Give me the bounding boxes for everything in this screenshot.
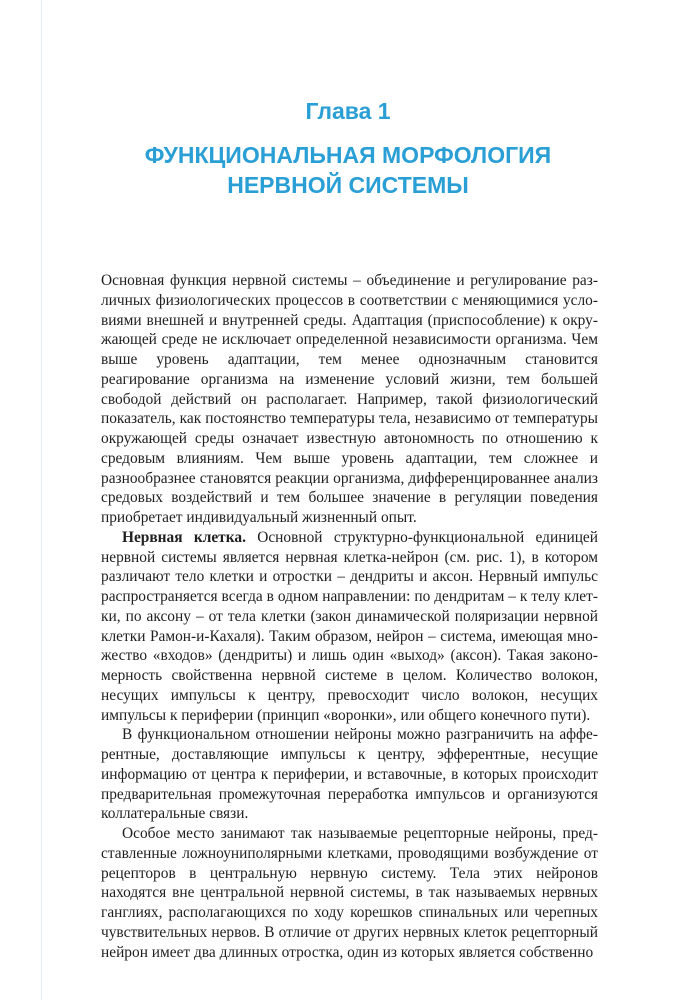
chapter-label: Глава 1 [305, 98, 391, 124]
paragraph-3: В функциональном отношении нейроны можно разграничить на афферентные, доставляющие импульсы к центру, эфферентные, несущие информацию от центра к периферии, и вставочные, в которых происходит предварительная промежуточная переработка импульсов и организуются коллатеральные связи. [101, 726, 598, 823]
chapter-title-line-1: ФУНКЦИОНАЛЬНАЯ МОРФОЛОГИЯ [144, 142, 552, 168]
paragraph-2 [101, 528, 598, 726]
run-in-heading: Нервная клетка. [122, 528, 246, 546]
paragraph-2-text: Основной структурно-функциональной единицей нервной системы является нервная клетка-нейрон (см. рис. 1), в котором различают тело клетки и отростки – дендриты и аксон. Нервный импульс распространяется всегда в одном направлении: по дендритам – к телу клетки, по аксону – от тела клетки (закон динамической поляризации нервной клетки Рамон-и-Кахаля). Таким образом, нейрон – система, имеющая множество «входов» (дендриты) и лишь один «выход» (аксон). Такая закономерность свойственна нервной системе в целом. Количество волокон, несущих импульсы к центру, превосходит число волокон, несущих импульсы к периферии (принцип «воронки», или общего конечного пути). [101, 528, 599, 724]
body-text [101, 271, 598, 962]
chapter-title-line-2: НЕРВНОЙ СИСТЕМЫ [227, 172, 469, 198]
paragraph-4: Особое место занимают так называемые рецепторные нейроны, представленные ложноуниполярными клетками, проводящими возбуждение от рецепторов в центральную нервную систему. Тела этих нейронов находятся вне центральной нервной системы, в так называемых нервных ганглиях, располагающихся по ходу корешков спинальных или черепных чувствительных нервов. В отличие от других нервных клеток рецепторный нейрон имеет два длинных отростка, один из которых является собственно [101, 825, 598, 961]
paragraph-1: Основная функция нервной системы – объединение и регулирование различных физиологических процессов в соответствии с меняющимися условиями внешней и внутренней среды. Адаптация (приспособление) к окружающей среде не исключает определенной независимости организма. Чем выше уровень адаптации, тем менее однозначным становится реагирование организма на изменение условий жизни, тем большей свободой действий он располагает. Например, такой физиологический показатель, как постоянство температуры тела, независимо от температуры окружающей среды означает известную автономность по отношению к средовым влияниям. Чем выше уровень адаптации, тем сложнее и разнообразнее становятся реакции организма, дифференцированнее анализ средовых воздействий и тем большее значение в регуляции поведения приобретает индивидуальный жизненный опыт. [101, 272, 598, 526]
chapter-title [0, 140, 696, 200]
